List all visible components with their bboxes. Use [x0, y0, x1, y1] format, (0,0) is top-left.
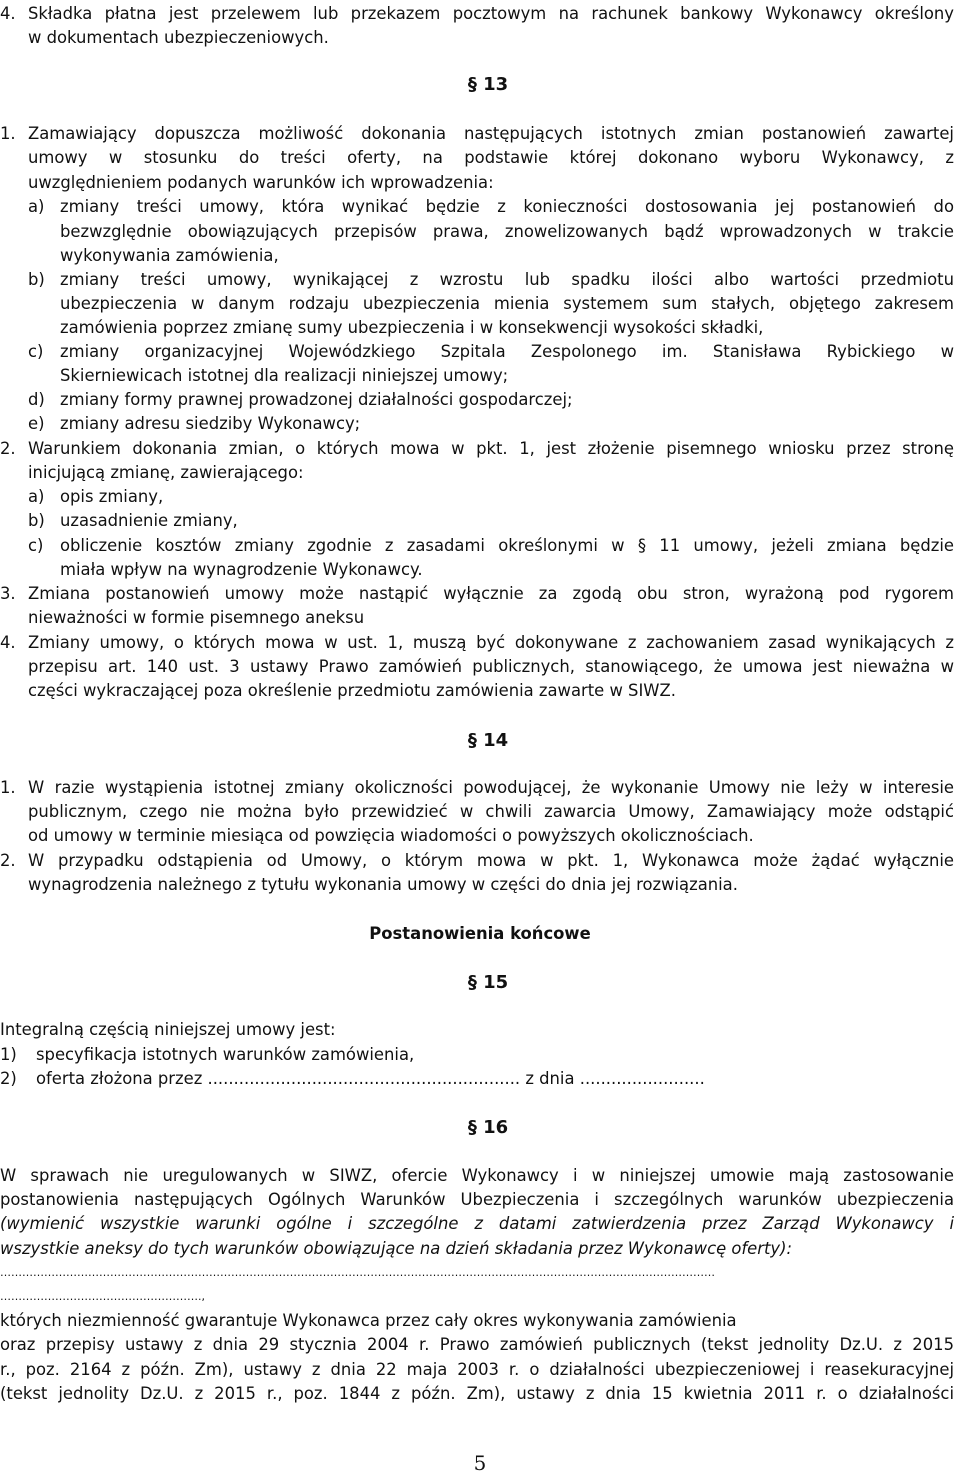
item-number: 2) [0, 1069, 17, 1088]
text-line [0, 582, 960, 606]
paragraph-line: ubezpieczenia w danym rodzaju ubezpieczenia mienia systemem sum stałych, objętego zakresem [60, 294, 954, 313]
paragraph-line: (wymienić wszystkie warunki ogólne i szczególne z datami zatwierdzenia przez Zarząd Wykonawcy i [0, 1214, 954, 1233]
text-line [0, 1261, 960, 1285]
section-heading: § 16 [467, 1117, 509, 1138]
paragraph-line: zmiany formy prawnej prowadzonej działalności gospodarczej; [60, 390, 573, 409]
paragraph-line: zmiany organizacyjnej Wojewódzkiego Szpitala Zespolonego im. Stanisława Rybickiego w [60, 342, 954, 361]
text-line [0, 220, 960, 244]
text-line [0, 1043, 960, 1067]
text-line [0, 655, 960, 679]
list-label: c) [28, 536, 44, 555]
paragraph-line: specyfikacja istotnych warunków zamówienia, [36, 1045, 415, 1064]
list-label: b) [28, 270, 45, 289]
text-line [0, 437, 960, 461]
item-number: 2. [0, 851, 16, 870]
list-label: b) [28, 511, 45, 530]
item-number: 1) [0, 1045, 17, 1064]
section-title: Postanowienia końcowe [369, 924, 591, 943]
text-line [0, 1285, 960, 1309]
paragraph-line: których niezmienność gwarantuje Wykonawca przez cały okres wykonywania zamówienia [0, 1311, 737, 1330]
text-line [0, 1237, 960, 1261]
text-line [0, 1382, 960, 1406]
section-heading: § 13 [467, 74, 509, 95]
text-line [0, 316, 960, 340]
item-number: 3. [0, 584, 16, 603]
paragraph-line: Integralną częścią niniejszej umowy jest: [0, 1020, 336, 1039]
dotted-fill-line: ………………………………………………., [0, 1290, 205, 1303]
text-line [0, 1067, 960, 1091]
dotted-fill-line: …………………………………………………………………………………………………………………………………………………………………………… [0, 1266, 715, 1279]
text-line [0, 824, 960, 848]
section-heading: § 15 [467, 972, 509, 993]
text-line [0, 534, 960, 558]
paragraph-line: inicjującą zmianę, zawierającego: [28, 463, 304, 482]
item-number: 2. [0, 439, 16, 458]
paragraph-line: wykonywania zamówienia, [60, 246, 279, 265]
text-line [0, 1212, 960, 1236]
text-line [0, 1188, 960, 1212]
text-line [0, 195, 960, 219]
paragraph-line: bezwzględnie obowiązujących przepisów prawa, znowelizowanych bądź wprowadzonych w trakcie [60, 222, 954, 241]
text-line [0, 171, 960, 195]
paragraph-line: oraz przepisy ustawy z dnia 29 stycznia 2004 r. Prawo zamówień publicznych (tekst jednolity Dz.U. z 2015 [0, 1335, 954, 1354]
paragraph-line: zmiany adresu siedziby Wykonawcy; [60, 414, 361, 433]
paragraph-line: zmiany treści umowy, która wynikać będzie z konieczności dostosowania jej postanowień do [60, 197, 954, 216]
paragraph-line: (tekst jednolity Dz.U. z 2015 r., poz. 1844 z późn. Zm), ustawy z dnia 15 kwietnia 2011 r. o działalności [0, 1384, 954, 1403]
paragraph-line: Zmiana postanowień umowy może nastąpić wyłącznie za zgodą obu stron, wyrażoną pod rygorem [28, 584, 954, 603]
text-line [0, 292, 960, 316]
text-line [0, 485, 960, 509]
text-line [0, 606, 960, 630]
text-line [0, 388, 960, 412]
list-label: d) [28, 390, 45, 409]
paragraph-line: obliczenie kosztów zmiany zgodnie z zasadami określonymi w § 11 umowy, jeżeli zmiana będzie [60, 536, 954, 555]
text-line [0, 800, 960, 824]
text-line [0, 631, 960, 655]
paragraph-line: przepisu art. 140 ust. 3 ustawy Prawo zamówień publicznych, stanowiącego, że umowa jest nieważna w [28, 657, 954, 676]
paragraph-line: W razie wystąpienia istotnej zmiany okoliczności powodującej, że wykonanie Umowy nie leży w interesie [28, 778, 954, 797]
text-line [0, 146, 960, 170]
text-line [0, 412, 960, 436]
text-line [0, 340, 960, 364]
text-line [0, 1309, 960, 1333]
paragraph-line: miała wpływ na wynagrodzenie Wykonawcy. [60, 560, 423, 579]
item-number: 1. [0, 778, 16, 797]
item-number: 1. [0, 124, 16, 143]
paragraph-line: Zmiany umowy, o których mowa w ust. 1, muszą być dokonywane z zachowaniem zasad wynikających z [28, 633, 954, 652]
text-line [0, 873, 960, 897]
paragraph-line: r., poz. 2164 z późn. Zm), ustawy z dnia 22 maja 2003 r. o działalności ubezpieczeniowej i reasekuracyjnej [0, 1360, 954, 1379]
paragraph-line: W sprawach nie uregulowanych w SIWZ, ofercie Wykonawcy i w niniejszej umowie mają zastosowanie [0, 1166, 954, 1185]
text-line [0, 849, 960, 873]
list-label: a) [28, 487, 45, 506]
paragraph-line: od umowy w terminie miesiąca od powzięcia wiadomości o powyższych okolicznościach. [28, 826, 754, 845]
paragraph-line: zamówienia poprzez zmianę sumy ubezpieczenia i w konsekwencji wysokości składki, [60, 318, 764, 337]
paragraph-line: postanowienia następujących Ogólnych Warunków Ubezpieczenia i szczególnych warunków ubezpieczenia [0, 1190, 954, 1209]
paragraph-line: Zamawiający dopuszcza możliwość dokonania następujących istotnych zmian postanowień zawartej [28, 124, 954, 143]
paragraph-line: nieważności w formie pisemnego aneksu [28, 608, 365, 627]
paragraph-line: części wykraczającej poza określenie przedmiotu zamówienia zawarte w SIWZ. [28, 681, 676, 700]
paragraph-line: wszystkie aneksy do tych warunków obowiązujące na dzień składania przez Wykonawcę oferty): [0, 1239, 793, 1258]
paragraph-line: opis zmiany, [60, 487, 164, 506]
list-label: e) [28, 414, 45, 433]
text-line [0, 776, 960, 800]
text-line [0, 1358, 960, 1382]
text-line [0, 1018, 960, 1042]
paragraph-line: Składka płatna jest przelewem lub przekazem pocztowym na rachunek bankowy Wykonawcy określony [28, 4, 954, 23]
text-line [0, 1164, 960, 1188]
paragraph-line: uzasadnienie zmiany, [60, 511, 238, 530]
list-label: c) [28, 342, 44, 361]
page-number: 5 [473, 1451, 487, 1475]
text-line [0, 679, 960, 703]
paragraph-line: uwzględnieniem podanych warunków ich wprowadzenia: [28, 173, 494, 192]
text-line [0, 122, 960, 146]
section-heading: § 14 [467, 730, 509, 751]
text-line [0, 364, 960, 388]
paragraph-line: umowy w stosunku do treści oferty, na podstawie której dokonano wyboru Wykonawcy, z [28, 148, 954, 167]
text-line [0, 2, 960, 26]
text-line [0, 268, 960, 292]
list-label: a) [28, 197, 45, 216]
item-number: 4. [0, 633, 16, 652]
text-line [0, 26, 960, 50]
paragraph-line: w dokumentach ubezpieczeniowych. [28, 28, 329, 47]
item-number: 4. [0, 4, 16, 23]
text-line [0, 244, 960, 268]
paragraph-line: Skierniewicach istotnej dla realizacji niniejszej umowy; [60, 366, 509, 385]
paragraph-line: publicznym, czego nie można było przewidzieć w chwili zawarcia Umowy, Zamawiający może odstąpić [28, 802, 954, 821]
text-line [0, 558, 960, 582]
text-line [0, 509, 960, 533]
paragraph-line: W przypadku odstąpienia od Umowy, o którym mowa w pkt. 1, Wykonawca może żądać wyłącznie [28, 851, 954, 870]
text-line [0, 1333, 960, 1357]
paragraph-line: zmiany treści umowy, wynikającej z wzrostu lub spadku ilości albo wartości przedmiotu [60, 270, 954, 289]
paragraph-line: wynagrodzenia należnego z tytułu wykonania umowy w części do dnia jej rozwiązania. [28, 875, 738, 894]
text-line [0, 461, 960, 485]
paragraph-line: oferta złożona przez ............................................................ z dnia ........................ [36, 1069, 705, 1088]
paragraph-line: Warunkiem dokonania zmian, o których mowa w pkt. 1, jest złożenie pisemnego wniosku przez stronę [28, 439, 954, 458]
